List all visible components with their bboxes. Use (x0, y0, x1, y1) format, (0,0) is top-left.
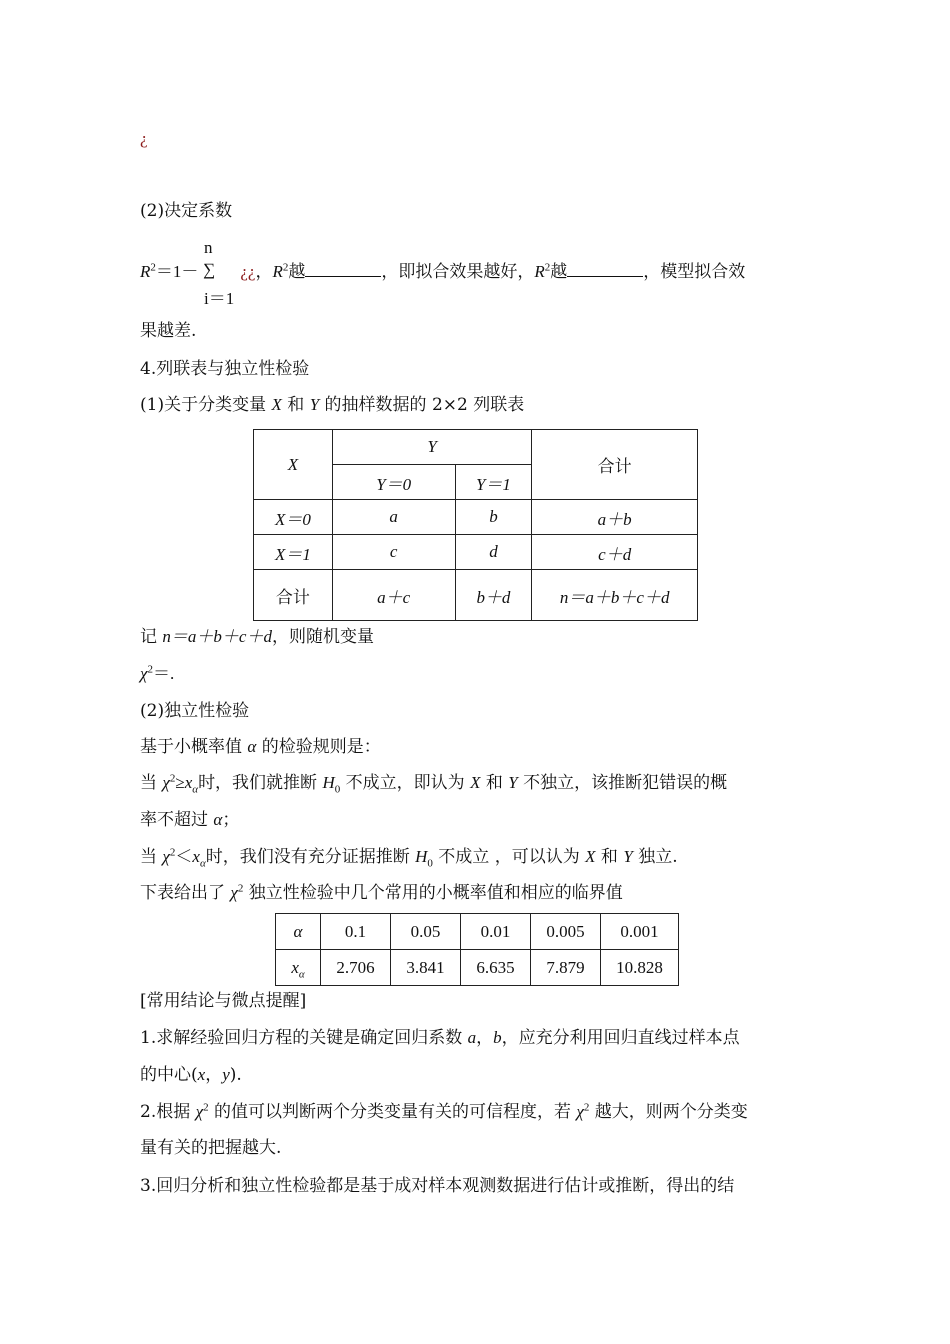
text: 越大，则两个分类变 (589, 1102, 748, 1122)
text: 当 (140, 773, 163, 793)
garbled-glyph: ¿ (140, 129, 148, 148)
text: 和 (595, 847, 624, 867)
cell: n＝a＋b＋c＋d (532, 570, 698, 621)
r2-equals: ＝1－ (155, 262, 199, 281)
section-heading-determination: (2)决定系数 (140, 201, 233, 221)
cell: b (455, 500, 532, 535)
ge-symbol: ≥ (175, 773, 185, 792)
var-x: X (470, 773, 481, 792)
text-better-fit: ，即拟合效果越好， (381, 262, 535, 282)
text: 和 (480, 773, 509, 793)
header-total: 合计 (532, 430, 698, 500)
rule-1-continuation (140, 809, 239, 831)
exponent: 2 (169, 772, 176, 785)
chi-symbol: χ (162, 773, 170, 792)
text: 2.根据 (140, 1102, 196, 1122)
critical-value: 7.879 (531, 950, 601, 986)
text: 下表给出了 (140, 883, 231, 903)
cell: b＋d (455, 570, 532, 621)
cell: c＋d (532, 535, 698, 570)
text-model-fit: ，模型拟合效 (643, 262, 746, 282)
h-var: H (415, 847, 428, 866)
rule-intro (140, 736, 381, 758)
var-y: y (222, 1065, 230, 1084)
text: 的值可以判断两个分类变量有关的可信程度，若 (208, 1102, 577, 1122)
conclusions-heading: [常用结论与微点提醒] (140, 991, 307, 1011)
chi-symbol: χ (140, 664, 148, 683)
alpha-symbol: α (247, 737, 257, 756)
text: 率不超过 (140, 810, 214, 830)
text: ， (205, 1065, 223, 1085)
text-yue: 越 (288, 262, 306, 282)
text: (1)关于分类变量 (140, 395, 272, 415)
sub-heading-contingency-table (140, 394, 524, 416)
var-x: X (271, 395, 282, 414)
comma: ， (255, 262, 273, 282)
text: 不独立，该推断犯错误的概 (517, 773, 728, 793)
var-b: b (493, 1028, 502, 1047)
sum-symbol: ∑ (203, 260, 216, 279)
contingency-table (253, 429, 698, 621)
sum-upper-limit: n (204, 238, 213, 257)
text: 不成立 ，可以认为 (432, 847, 586, 867)
r2-exponent: 2 (150, 261, 156, 274)
rule-1 (140, 772, 810, 794)
chi-square-definition (140, 663, 174, 685)
text: 的检验规则是： (256, 737, 381, 757)
text: ＝. (152, 664, 175, 683)
header-x: X (254, 430, 333, 500)
n-expression: n＝a＋b＋c＋d (162, 627, 272, 646)
critical-value: 10.828 (601, 950, 679, 986)
text: 当 (140, 847, 163, 867)
r2-variable: R (140, 262, 151, 281)
header-y1: Y＝1 (455, 465, 532, 500)
text: 时，我们就推断 (198, 773, 323, 793)
critical-value: 6.635 (461, 950, 531, 986)
fill-blank-1[interactable] (305, 260, 381, 277)
subscript: 0 (334, 783, 341, 796)
chi-symbol: χ (162, 847, 170, 866)
var-x: x (197, 1065, 206, 1084)
conclusion-2-continuation: 量有关的把握越大. (140, 1138, 282, 1158)
subscript: α (298, 967, 305, 980)
r2-formula-line (140, 260, 810, 283)
x-alpha-label (276, 950, 321, 986)
chi-symbol: χ (576, 1102, 584, 1121)
header-y: Y (332, 430, 532, 465)
text: ， (476, 1028, 494, 1048)
header-y0: Y＝0 (332, 465, 455, 500)
text: ； (222, 810, 240, 830)
subscript: α (192, 783, 199, 796)
text-yue-2: 越 (550, 262, 568, 282)
conclusion-2 (140, 1101, 810, 1123)
alpha-value: 0.1 (321, 914, 391, 950)
h-var: H (322, 773, 335, 792)
cell: c (332, 535, 455, 570)
text: ，应充分利用回归直线过样本点 (501, 1028, 740, 1048)
text: ，则随机变量 (271, 627, 374, 647)
r2-variable-3: R (534, 262, 545, 281)
critical-value: 2.706 (321, 950, 391, 986)
alpha-value: 0.01 (461, 914, 531, 950)
sub-heading-independence-test: (2)独立性检验 (140, 701, 250, 721)
cell: a＋b (532, 500, 698, 535)
cell: a＋c (332, 570, 455, 621)
x-var: x (192, 847, 200, 866)
text: 独立. (632, 847, 678, 867)
exponent: 2 (169, 846, 176, 859)
alpha-value: 0.005 (531, 914, 601, 950)
var-y: Y (309, 395, 320, 414)
exponent: 2 (203, 1101, 209, 1114)
x-var: x (184, 773, 193, 792)
r2-variable-2: R (272, 262, 283, 281)
var-a: a (467, 1028, 477, 1047)
alpha-value: 0.001 (601, 914, 679, 950)
cell: a (332, 500, 455, 535)
note-n-definition (140, 626, 374, 648)
conclusion-3: 3.回归分析和独立性检验都是基于成对样本观测数据进行估计或推断，得出的结 (140, 1176, 735, 1196)
x-var: x (291, 957, 299, 977)
r2-exponent-2: 2 (282, 261, 289, 274)
fill-blank-2[interactable] (567, 260, 643, 277)
text: 不成立，即认为 (340, 773, 471, 793)
chi-symbol: χ (230, 883, 238, 902)
critical-values-table (275, 913, 679, 986)
conclusion-1-continuation (140, 1064, 242, 1086)
text: 1.求解经验回归方程的关键是确定回归系数 (140, 1028, 468, 1048)
section-heading-contingency: 4.列联表与独立性检验 (140, 359, 310, 379)
conclusion-1 (140, 1027, 810, 1049)
row-label: 合计 (254, 570, 333, 621)
var-y: Y (623, 847, 633, 866)
text: 基于小概率值 (140, 737, 248, 757)
rule-2 (140, 846, 678, 868)
text: 的中心( (140, 1065, 198, 1085)
text: 时，我们没有充分证据推断 (205, 847, 416, 867)
text: ). (229, 1065, 242, 1085)
alpha-symbol: α (213, 810, 223, 829)
cell: d (455, 535, 532, 570)
alpha-value: 0.05 (391, 914, 461, 950)
exponent: 2 (583, 1101, 590, 1114)
alpha-label: α (276, 914, 321, 950)
sum-lower-limit: i＝1 (204, 289, 235, 308)
var-x: X (585, 847, 596, 866)
text: 的抽样数据的 2×2 列联表 (319, 395, 525, 415)
exponent: 2 (147, 663, 153, 676)
row-label: X＝1 (254, 535, 333, 570)
r2-exponent-3: 2 (544, 261, 551, 274)
subscript: α (199, 857, 206, 870)
var-y: Y (508, 773, 518, 792)
text: 记 (140, 627, 163, 647)
chi-symbol: χ (195, 1102, 204, 1121)
table-intro (140, 882, 623, 904)
critical-value: 3.841 (391, 950, 461, 986)
exponent: 2 (237, 882, 244, 895)
lt-symbol: ＜ (175, 847, 193, 866)
text: 和 (281, 395, 310, 415)
row-label: X＝0 (254, 500, 333, 535)
subscript: 0 (427, 857, 433, 870)
garbled-glyphs: ¿¿ (240, 262, 256, 281)
r2-continuation: 果越差. (140, 321, 197, 341)
text: 独立性检验中几个常用的小概率值和相应的临界值 (243, 883, 623, 903)
